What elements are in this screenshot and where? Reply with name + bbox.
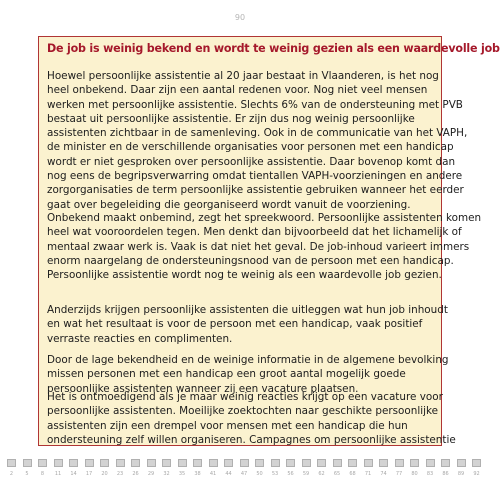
page-thumbnail[interactable] (100, 459, 109, 467)
page-thumbnail[interactable] (147, 459, 156, 467)
page-thumbnail-number: 14 (70, 471, 77, 477)
page-thumbnail[interactable] (54, 459, 63, 467)
page-thumbnail[interactable] (472, 459, 481, 467)
page-thumbnail-number: 92 (473, 471, 480, 477)
page-thumbnail[interactable] (410, 459, 419, 467)
page-thumbnail-number: 38 (194, 471, 201, 477)
text-line: gaat over begeleiding die georganiseerd wordt vanuit de voorziening. (47, 198, 411, 211)
text-line: heel onbekend. Daar zijn een aantal redenen voor. Nog niet veel mensen (47, 84, 428, 97)
text-line: Anderzijds krijgen persoonlijke assistenten die uitleggen wat hun job inhoudt (47, 304, 448, 316)
page-thumbnail[interactable] (457, 459, 466, 467)
page-thumbnail-number: 53 (271, 471, 279, 477)
text-line: Het is ontmoedigend als je maar weinig reacties krijgt op een vacature voor (47, 391, 443, 403)
text-line: wordt er niet gesproken over persoonlijke assistentie. Daar bovenop komt dan (47, 155, 456, 168)
page-thumbnail[interactable] (255, 459, 264, 467)
page-thumbnail[interactable] (441, 459, 450, 467)
page-thumbnail-number: 77 (395, 471, 403, 477)
page-thumbnail-number: 80 (411, 471, 418, 477)
page-number: 90 (234, 13, 246, 22)
page-thumbnail-number: 26 (132, 471, 139, 477)
page-thumbnail[interactable] (162, 459, 171, 467)
text-line: de minister en de verschillende organisaties voor personen met een handicap (47, 141, 454, 154)
page-thumbnail-number: 68 (349, 471, 356, 477)
text-line: Onbekend maakt onbemind, zegt het spreekwoord. Persoonlijke assistenten komen (47, 212, 482, 224)
page-thumbnail[interactable] (286, 459, 295, 467)
page-thumbnail[interactable] (224, 459, 233, 467)
page-thumbnail-number: 83 (426, 471, 434, 477)
page-thumbnail[interactable] (178, 459, 187, 467)
text-line: enorm naargelang de ondersteuningsnood van de persoon met een handicap. (47, 254, 454, 267)
text-line: nog eens de begripsverwarring omdat tientallen VAPH-voorzieningen en andere (47, 170, 463, 183)
page-thumbnail-number: 74 (380, 471, 387, 477)
page-thumbnail-number: 47 (240, 471, 248, 477)
page-thumbnail[interactable] (38, 459, 47, 467)
page-thumbnail-number: 56 (287, 471, 294, 477)
page-thumbnail-number: 32 (163, 471, 170, 477)
page-thumbnail[interactable] (85, 459, 94, 467)
text-line: zorgorganisaties de term persoonlijke assistentie gebruiken wanneer het eerder (47, 184, 464, 197)
page-thumbnail[interactable] (240, 459, 249, 467)
page-thumbnail[interactable] (364, 459, 373, 467)
page-thumbnail-number: 50 (256, 471, 263, 477)
page-thumbnail[interactable] (69, 459, 78, 467)
page-thumbnail-number: 86 (442, 471, 449, 477)
page-thumbnail[interactable] (317, 459, 326, 467)
text-line: bestaat uit persoonlijke assistentie. Er zijn dus nog weinig persoonlijke (47, 112, 415, 125)
page-thumbnail-number: 59 (302, 471, 310, 477)
page-thumbnail-number: 23 (116, 471, 124, 477)
page-thumbnail-number: 89 (457, 471, 465, 477)
page-thumbnail[interactable] (131, 459, 140, 467)
page-thumbnail[interactable] (333, 459, 342, 467)
page-thumbnail[interactable] (348, 459, 357, 467)
paragraph-2 (47, 211, 482, 282)
page-thumbnail-number: 11 (54, 471, 62, 477)
text-line: ondersteuning zelf willen organiseren. Campagnes om persoonlijke assistentie (47, 433, 456, 446)
page-thumbnail[interactable] (116, 459, 125, 467)
paragraph-5 (47, 390, 456, 447)
page-thumbnail-number: 35 (178, 471, 186, 477)
paragraph-1 (47, 69, 468, 212)
text-line: Persoonlijke assistentie wordt nog te weinig als een waardevolle job gezien. (47, 269, 442, 282)
box-title: De job is weinig bekend en wordt te weinig gezien als een waardevolle job (47, 42, 500, 55)
page-thumbnail-number: 2 (9, 471, 14, 477)
page-thumbnail-number: 5 (25, 471, 29, 477)
paragraph-3 (47, 303, 448, 346)
text-line: mentaal zwaar werk is. Vaak is dat niet het geval. De job-inhoud varieert immers (47, 240, 470, 253)
text-line: persoonlijke assistenten. Moeilijke zoektochten naar geschikte persoonlijke (47, 405, 439, 418)
page-thumbnail-number: 62 (318, 471, 325, 477)
page-thumbnail[interactable] (7, 459, 16, 467)
page-thumbnail-number: 29 (147, 471, 155, 477)
page-thumbnail[interactable] (302, 459, 311, 467)
page-thumbnail-number: 71 (364, 471, 372, 477)
page-thumbnail[interactable] (209, 459, 218, 467)
text-line: Hoewel persoonlijke assistentie al 20 jaar bestaat in Vlaanderen, is het nog (47, 70, 439, 82)
text-line: assistenten zijn een drempel voor mensen met een handicap die hun (47, 419, 408, 432)
page-thumbnail[interactable] (23, 459, 32, 467)
text-line: heel wat vooroordelen tegen. Men denkt dan bijvoorbeeld dat het lichamelijk of (47, 226, 462, 239)
page-thumbnail-number: 20 (101, 471, 108, 477)
page-thumbnail[interactable] (271, 459, 280, 467)
page-thumbnail[interactable] (426, 459, 435, 467)
info-box (38, 36, 500, 446)
text-line: werken met persoonlijke assistentie. Slechts 6% van de ondersteuning met PVB (47, 98, 463, 111)
page-thumbnail-number: 41 (209, 471, 217, 477)
page-thumbnail-number: 44 (225, 471, 232, 477)
text-line: verraste reacties en complimenten. (47, 332, 233, 345)
text-line: missen personen met een handicap een groot aantal mogelijk goede (47, 368, 406, 381)
page-thumbnail-number: 8 (40, 471, 45, 477)
page-thumbnail-strip (0, 456, 480, 480)
page-thumbnail[interactable] (193, 459, 202, 467)
page-thumbnail-number: 17 (85, 471, 93, 477)
page-thumbnail[interactable] (379, 459, 388, 467)
text-line: assistenten zichtbaar in de samenleving. Ook in de communicatie van het VAPH, (47, 127, 468, 140)
page-thumbnail-number: 65 (333, 471, 341, 477)
text-line: en wat het resultaat is voor de persoon met een handicap, vaak positief (47, 318, 423, 331)
page-thumbnail[interactable] (395, 459, 404, 467)
text-line: Door de lage bekendheid en de weinige informatie in de algemene bevolking (47, 354, 449, 366)
text-line: persoonlijke assistenten wanneer zij een vacature plaatsen. (47, 382, 359, 395)
